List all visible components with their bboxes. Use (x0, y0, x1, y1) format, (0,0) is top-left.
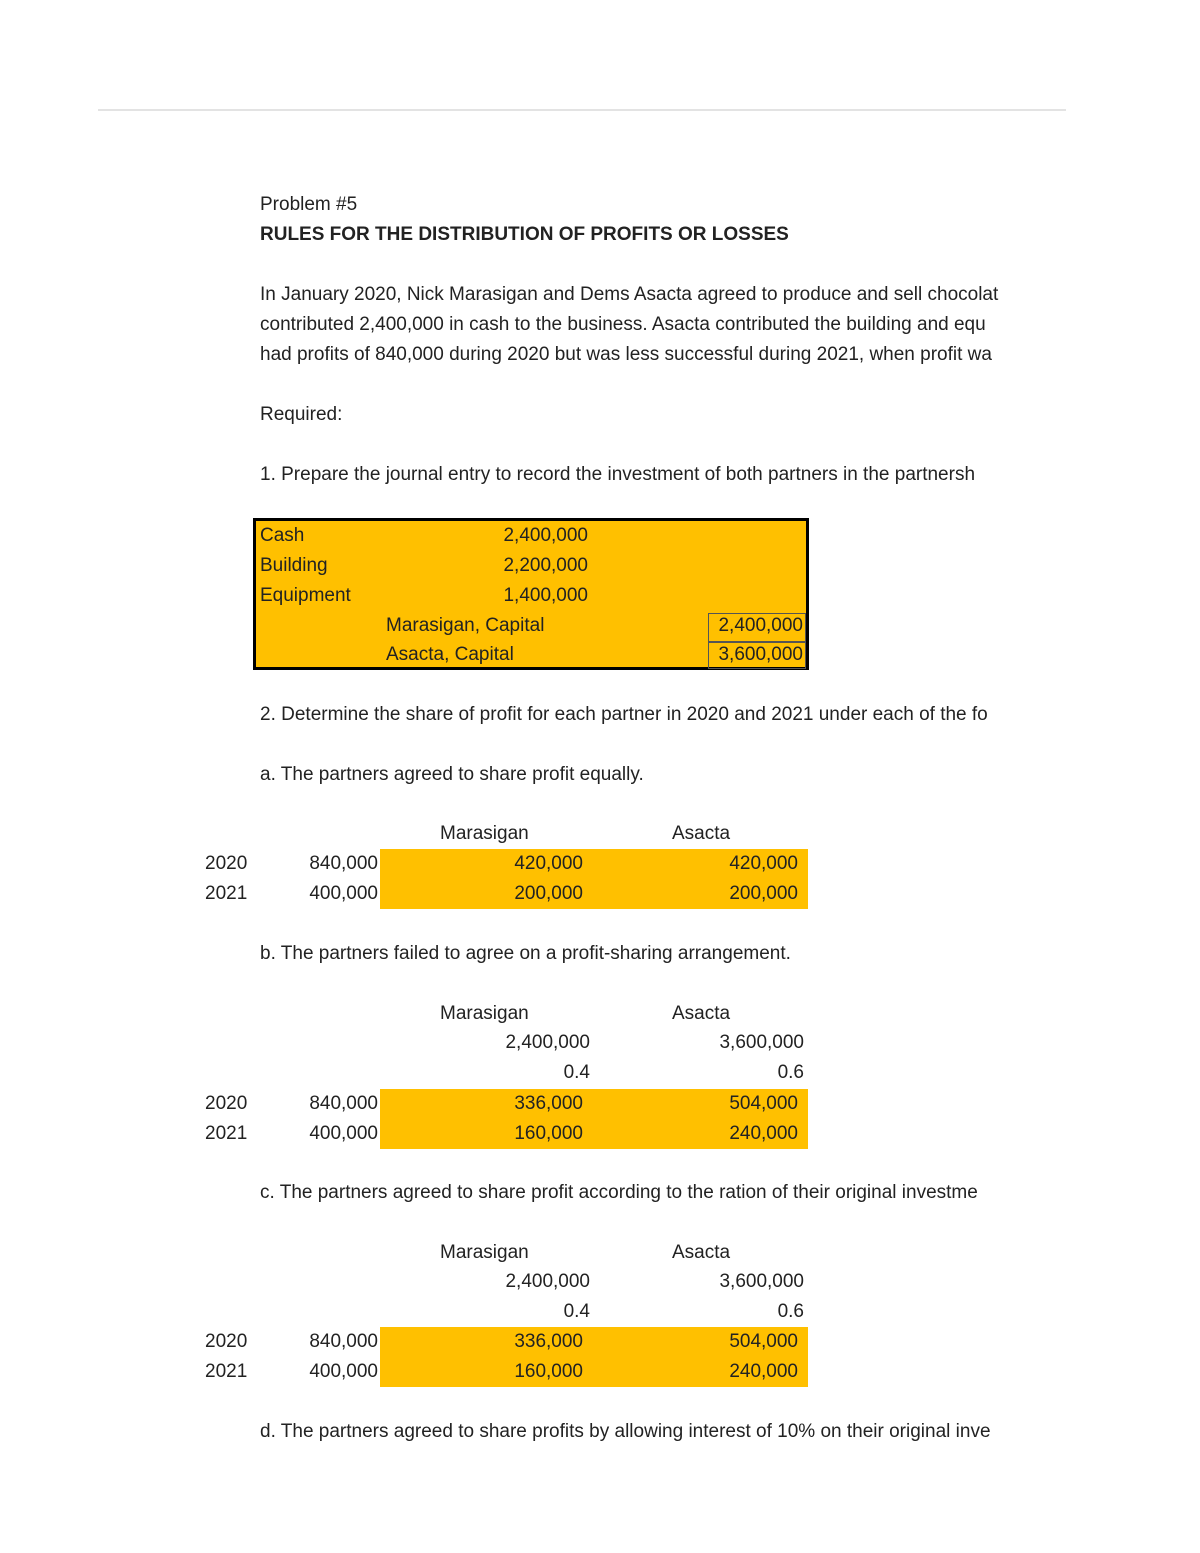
asacta-capital: 3,600,000 (719, 1271, 804, 1292)
intro-line-1: In January 2020, Nick Marasigan and Dems Asacta agreed to produce and sell chocolat (260, 284, 999, 305)
marasigan-share: 200,000 (514, 883, 583, 904)
journal-credit-amount: 2,400,000 (708, 613, 806, 642)
marasigan-share: 160,000 (514, 1123, 583, 1144)
journal-entry-box (253, 518, 809, 670)
page-top-divider (98, 109, 1066, 111)
journal-debit-account: Building (260, 555, 328, 576)
intro-line-2: contributed 2,400,000 in cash to the business. Asacta contributed the building and equ (260, 314, 986, 335)
row-year: 2021 (205, 883, 248, 904)
marasigan-share: 160,000 (514, 1361, 583, 1382)
question-c: c. The partners agreed to share profit according to the ration of their original investme (260, 1182, 978, 1203)
marasigan-ratio: 0.4 (563, 1062, 590, 1083)
marasigan-share: 336,000 (514, 1331, 583, 1352)
question-a: a. The partners agreed to share profit equally. (260, 764, 644, 785)
journal-credit-account: Asacta, Capital (386, 644, 514, 665)
row-profit: 840,000 (309, 1331, 378, 1352)
marasigan-share: 336,000 (514, 1093, 583, 1114)
journal-credit-account: Marasigan, Capital (386, 615, 545, 636)
asacta-share: 504,000 (729, 1331, 798, 1352)
journal-debit-account: Equipment (260, 585, 351, 606)
asacta-share: 240,000 (729, 1361, 798, 1382)
journal-credit-amount: 3,600,000 (708, 642, 806, 669)
header-marasigan: Marasigan (440, 823, 529, 844)
journal-debit-amount: 2,200,000 (503, 555, 588, 576)
row-profit: 400,000 (309, 1361, 378, 1382)
asacta-share: 504,000 (729, 1093, 798, 1114)
row-profit: 840,000 (309, 1093, 378, 1114)
asacta-ratio: 0.6 (777, 1301, 804, 1322)
marasigan-capital: 2,400,000 (505, 1032, 590, 1053)
header-marasigan: Marasigan (440, 1003, 529, 1024)
marasigan-ratio: 0.4 (563, 1301, 590, 1322)
asacta-share: 240,000 (729, 1123, 798, 1144)
asacta-capital: 3,600,000 (719, 1032, 804, 1053)
question-1: 1. Prepare the journal entry to record the investment of both partners in the partnersh (260, 464, 976, 485)
row-year: 2020 (205, 853, 248, 874)
header-asacta: Asacta (672, 1242, 731, 1263)
header-marasigan: Marasigan (440, 1242, 529, 1263)
asacta-ratio: 0.6 (777, 1062, 804, 1083)
journal-debit-amount: 2,400,000 (503, 525, 588, 546)
journal-debit-amount: 1,400,000 (503, 585, 588, 606)
marasigan-share: 420,000 (514, 853, 583, 874)
intro-line-3: had profits of 840,000 during 2020 but was less successful during 2021, when profit wa (260, 344, 992, 365)
row-profit: 400,000 (309, 883, 378, 904)
row-profit: 400,000 (309, 1123, 378, 1144)
row-year: 2020 (205, 1093, 248, 1114)
row-year: 2021 (205, 1361, 248, 1382)
journal-debit-account: Cash (260, 525, 305, 546)
asacta-share: 200,000 (729, 883, 798, 904)
row-year: 2021 (205, 1123, 248, 1144)
required-label: Required: (260, 404, 343, 425)
row-year: 2020 (205, 1331, 248, 1352)
question-2: 2. Determine the share of profit for each partner in 2020 and 2021 under each of the fo (260, 704, 988, 725)
row-profit: 840,000 (309, 853, 378, 874)
header-asacta: Asacta (672, 823, 731, 844)
problem-number: Problem #5 (260, 194, 358, 215)
question-b: b. The partners failed to agree on a profit-sharing arrangement. (260, 943, 791, 964)
header-asacta: Asacta (672, 1003, 731, 1024)
question-d: d. The partners agreed to share profits by allowing interest of 10% on their original inve (260, 1421, 991, 1442)
problem-title: RULES FOR THE DISTRIBUTION OF PROFITS OR LOSSES (260, 224, 789, 245)
marasigan-capital: 2,400,000 (505, 1271, 590, 1292)
asacta-share: 420,000 (729, 853, 798, 874)
